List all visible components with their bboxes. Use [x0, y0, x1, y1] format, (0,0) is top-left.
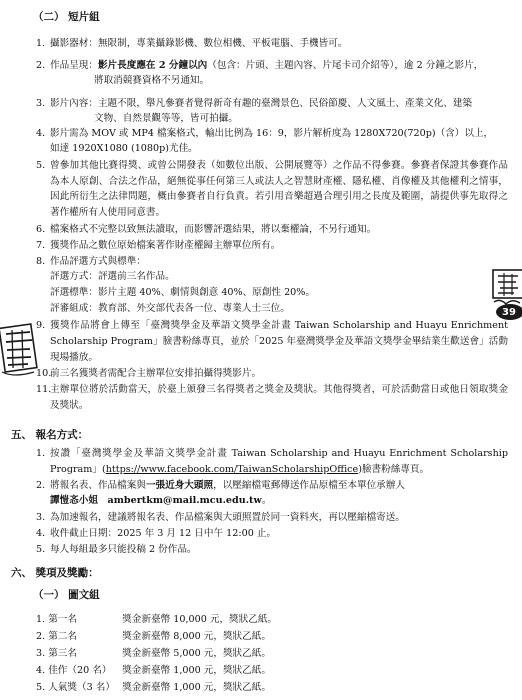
list-item: 3. 為加速報名，建議將報名表、作品檔案與大頭照置於同一資料夾，再以壓縮檔寄送。 [36, 512, 405, 523]
prize-row: 5. 人氣獎（3 名） 獎金新臺幣 1,000 元，獎狀乙紙。 [36, 682, 271, 693]
list-item: 3. 影片內容：主題不限，舉凡參賽者覺得新奇有趣的臺灣景色、民俗節慶、人文風土、產業文化、建築 文物、自然景觀等等，皆可拍攝。 [36, 98, 473, 125]
prize-row: 4. 佳作（20 名） 獎金新臺幣 1,000 元，獎狀乙紙。 [36, 665, 271, 676]
list-item: 5. 曾參加其他比賽得獎、或曾公開發表（如數位出版、公開展覽等）之作品不得參賽。參賽者保證其參賽作品為本人原創、合法之作品，絕無從事任何第三人或法人之智慧財產權、隱私權、肖像權及其他權利之情事，因此所衍生之法律問題，概由參賽者自行負責。若引用音樂超過合理引用之長度及範圍，請提供事先取得之著作權所有人使用同意書。 [36, 160, 508, 218]
list-item: 8. 作品評選方式與標準： 評選方式：評選前三名作品。 評選標準：影片主題 40%、劇情與創意 40%、原創性 20%。 評審組成：教育部、外交部代表各一位、專業人士三位。 [36, 256, 315, 315]
list-item: 6. 檔案格式不完整以致無法讀取，而影響評選結果，將以棄權論，不另行通知。 [36, 224, 377, 235]
prize-row: 3. 第三名 獎金新臺幣 5,000 元，獎狀乙紙。 [36, 648, 271, 659]
list-item: 5. 每人每組最多只能投稿 2 份作品。 [36, 544, 197, 555]
highlight-photo: 一張近身大頭照 [145, 480, 214, 491]
list-item: 2. 將報名表、作品檔案與一張近身大頭照，以壓縮檔電郵傳送作品原檔至本單位承辦人 譚愷忞小姐 ambertkm@mail.mcu.edu.tw。 [36, 480, 405, 507]
prize-row: 2. 第二名 獎金新臺幣 8,000 元，獎狀乙紙。 [36, 631, 271, 642]
seal-stamp-left [0, 322, 40, 382]
highlight-duration: 影片長度應在 2 分鐘以內 [97, 60, 208, 71]
list-item: 10. 前三名獲獎者需配合主辦單位安排拍攝得獎影片。 [36, 368, 262, 379]
list-item: 9. 獲獎作品將會上傳至「臺灣獎學金及華語文獎學金計畫 Taiwan Scholarship and Huayu Enrichment Scholarship Program」臉書粉絲專頁，並於「2025 年臺灣獎學金及華語文獎學金畢結業生歡送會」活動現場播放。 [36, 320, 508, 363]
seal-stamp-right [490, 268, 522, 332]
list-item: 2. 作品呈現：影片長度應在 2 分鐘以內（包含：片頭、主題內容、片尾卡司介紹等），逾 2 分鐘之影片， 將取消競賽資格不另通知。 [36, 60, 484, 87]
prize-row: 1. 第一名 獎金新臺幣 10,000 元，獎狀乙紙。 [36, 614, 278, 625]
list-item: 1. 按讚「臺灣獎學金及華語文獎學金計畫 Taiwan Scholarship and Huayu Enrichment Scholarship Program」(https://www.facebook.com/TaiwanScholarshipOffice)臉書粉絲專頁。 [36, 448, 508, 475]
facebook-link[interactable]: https://www.facebook.com/TaiwanScholarshipOffice [105, 464, 359, 475]
page-number-badge: 39 [502, 307, 516, 318]
section-heading-awards: 六、 獎項及獎勵： [11, 567, 99, 579]
list-item: 1. 攝影器材：無限制，專業攝錄影機、數位相機、平板電腦、手機皆可。 [36, 38, 348, 49]
list-item: 11. 主辦單位將於活動當天，於臺上頒發三名得獎者之獎金及獎狀。其他得獎者，可於活動當日或他日領取獎金及獎狀。 [36, 384, 508, 411]
section-heading-graphic: （一） 圖文組 [33, 589, 100, 601]
contact-email[interactable]: 譚愷忞小姐 ambertkm@mail.mcu.edu.tw [50, 495, 262, 507]
list-item: 4. 影片需為 MOV 或 MP4 檔案格式，輸出比例為 16：9，影片解析度為 1280X720(720p)（含）以上， 如達 1920X1080 (1080p)尤佳。 [36, 128, 494, 155]
section-heading-registration: 五、 報名方式： [11, 429, 89, 441]
list-item: 4. 收件截止日期：2025 年 3 月 12 日中午 12:00 止。 [36, 528, 277, 539]
section-heading-short-film: （二） 短片組 [33, 11, 100, 23]
list-item: 7. 獲獎作品之數位原始檔案著作財產權歸主辦單位所有。 [36, 240, 281, 251]
